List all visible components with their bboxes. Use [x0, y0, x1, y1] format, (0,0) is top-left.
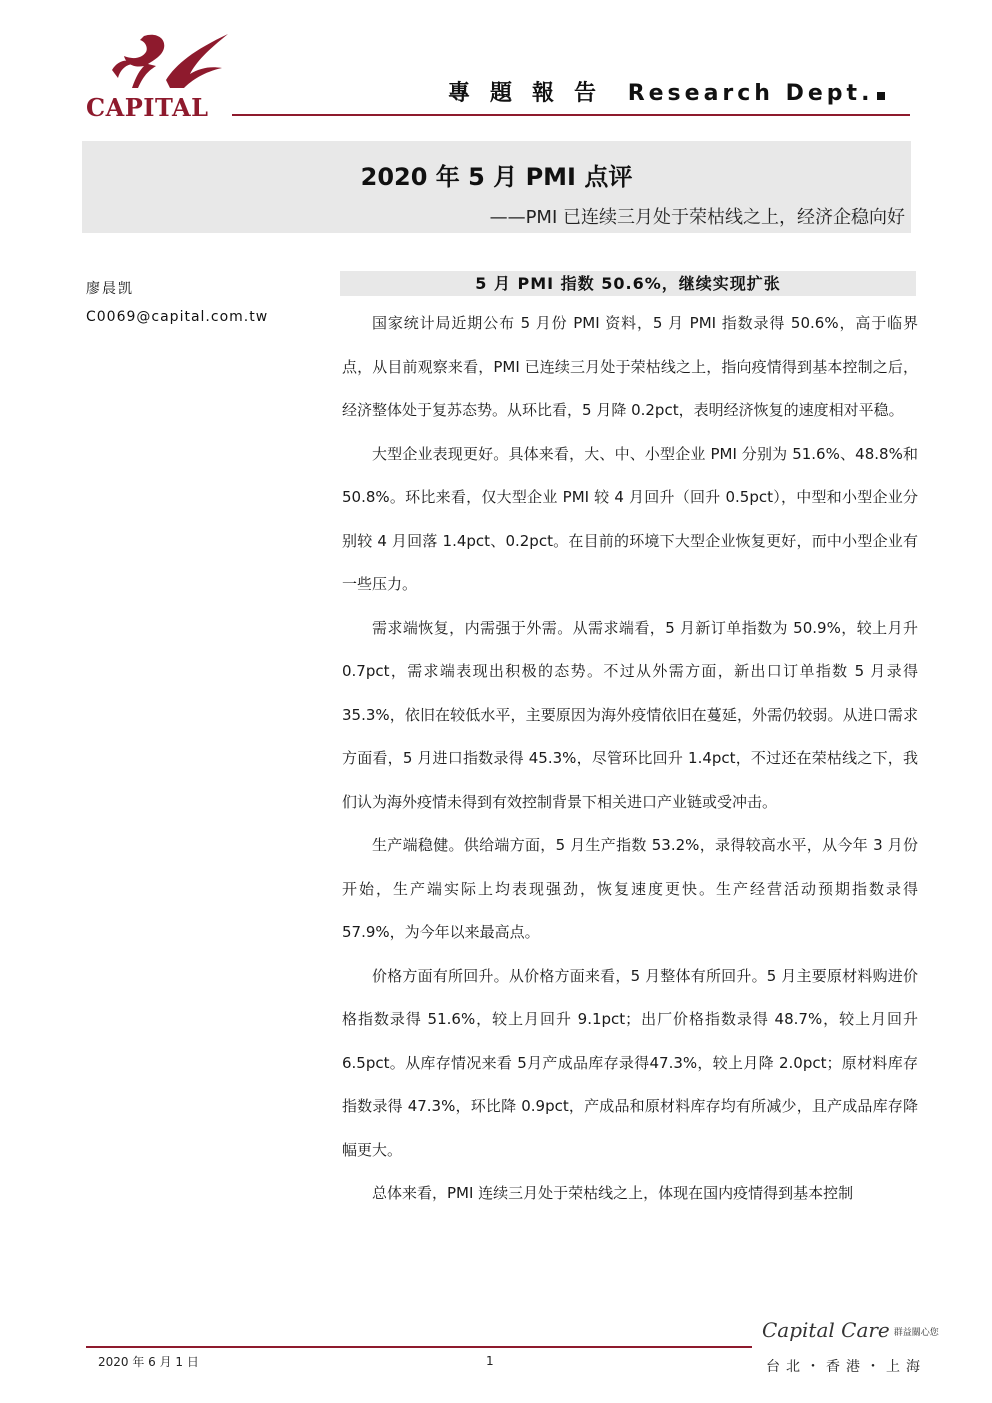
capital-logo: [86, 30, 236, 120]
report-title: 2020 年 5 月 PMI 点评: [360, 163, 633, 191]
paragraph-enterprise-size: 大型企业表现更好。具体来看，大、中、小型企业 PMI 分别为 51.6%、48.8%和 50.8%。环比来看，仅大型企业 PMI 较 4 月回升（回升 0.5pct），中型和小型企业分别较 4 月回落 1.4pct、0.2pct。在目前的环境下大型企业恢复更好，而中小型企业有一些压力。: [342, 444, 918, 594]
paragraph-demand: 需求端恢复，内需强于外需。从需求端看，5 月新订单指数为 50.9%，较上月升 0.7pct，需求端表现出积极的态势。不过从外需方面，新出口订单指数 5 月录得 35.3%，依旧在较低水平，主要原因为海外疫情依旧在蔓延，外需仍较弱。从进口需求方面看，5 月进口指数录得 45.3%，尽管环比回升 1.4pct，不过还在荣枯线之下，我们认为海外疫情未得到有效控制背景下相关进口产业链或受冲击。: [342, 618, 918, 811]
footer-rule: [86, 1346, 752, 1348]
header-title-cn: 專題報告: [448, 81, 617, 106]
author-name: 廖晨凯: [86, 281, 134, 297]
eagle-icon: [104, 30, 234, 92]
paragraph-summary: 总体来看，PMI 连续三月处于荣枯线之上，体现在国内疫情得到基本控制: [372, 1184, 854, 1203]
header-title: [448, 76, 885, 107]
paragraph-pmi-overview: 国家统计局近期公布 5 月份 PMI 资料，5 月 PMI 指数录得 50.6%，高于临界点，从目前观察来看，PMI 已连续三月处于荣枯线之上，指向疫情得到基本控制之后，经济整体处于复苏态势。从环比看，5 月降 0.2pct，表明经济恢复的速度相对平稳。: [342, 314, 918, 419]
logo-wordmark: CAPITAL: [86, 93, 209, 122]
author-email[interactable]: C0069@capital.com.tw: [86, 309, 269, 325]
paragraph-production: 生产端稳健。供给端方面，5 月生产指数 53.2%，录得较高水平，从今年 3 月份开始，生产端实际上均表现强劲，恢复速度更快。生产经营活动预期指数录得 57.9%，为今年以来最高点。: [342, 836, 918, 942]
capital-care-brand: Capital Care: [762, 1318, 890, 1342]
title-panel: [82, 141, 911, 233]
header-title-en: Research Dept.: [627, 81, 874, 106]
footer-date: 2020 年 6 月 1 日: [98, 1355, 199, 1369]
header-rule: [232, 114, 910, 116]
square-bullet-icon: [877, 92, 885, 100]
capital-care-tagline: 群益關心您: [893, 1328, 939, 1338]
capital-care-logo: [762, 1318, 939, 1342]
page-number: 1: [486, 1354, 494, 1368]
report-subtitle: ——PMI 已连续三月处于荣枯线之上，经济企稳向好: [489, 207, 905, 228]
report-body: [342, 302, 918, 1216]
section-heading: 5 月 PMI 指数 50.6%，继续实现扩张: [340, 271, 916, 296]
paragraph-prices: 价格方面有所回升。从价格方面来看，5 月整体有所回升。5 月主要原材料购进价格指数录得 51.6%，较上月回升 9.1pct；出厂价格指数录得 48.7%，较上月回升6.5pct。从库存情况来看 5月产成品库存录得47.3%，较上月降 2.0pct；原材料库存指数录得 47.3%，环比降 0.9pct，产成品和原材料库存均有所减少，且产成品库存降幅更大。: [342, 966, 918, 1159]
footer-cities: 台北・香港・上海: [766, 1359, 926, 1375]
